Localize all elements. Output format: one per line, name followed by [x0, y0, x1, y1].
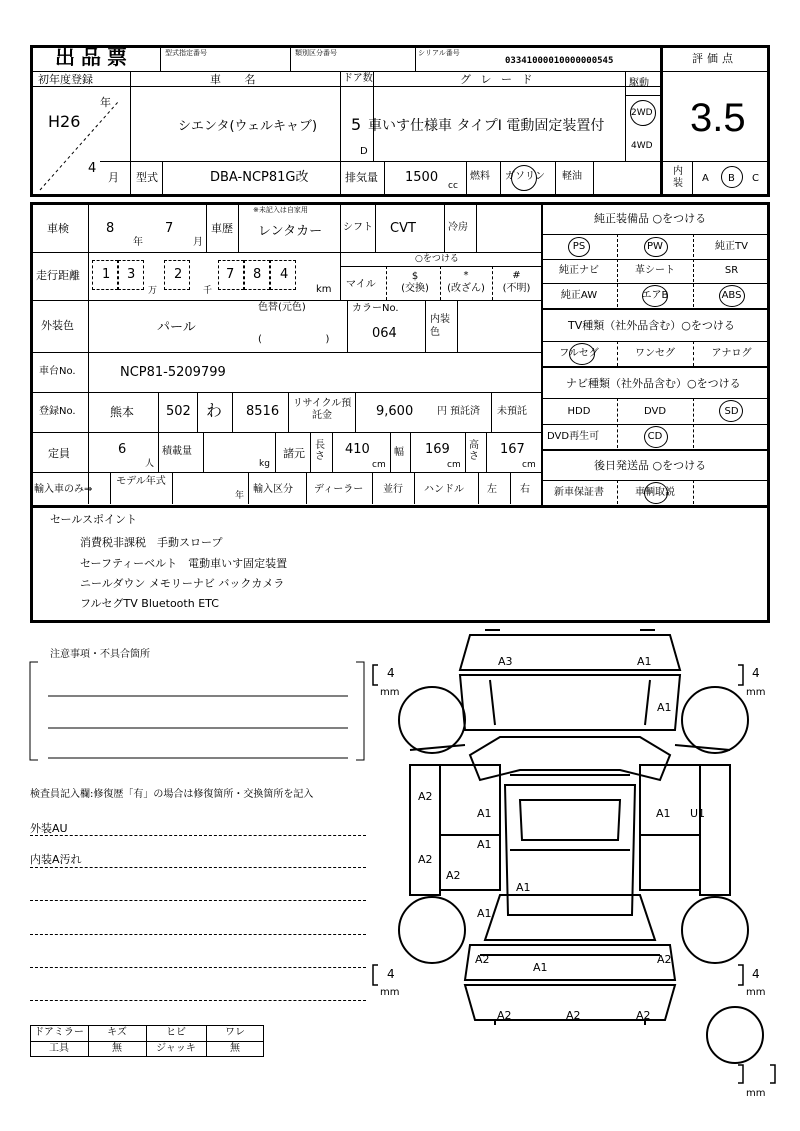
- mark-roof-rear: A1: [516, 881, 531, 894]
- mileage-hash-text: (不明): [502, 283, 531, 294]
- drive-label: 駆動: [629, 78, 649, 89]
- equip-tv: 純正TV: [715, 241, 748, 252]
- door-d: D: [360, 146, 368, 157]
- plate-number: 8516: [246, 404, 280, 419]
- mark-front-door-left: A1: [477, 807, 492, 820]
- car-diagram: [370, 625, 780, 1115]
- mark-rear-door-left-outer: A2: [418, 853, 433, 866]
- mileage-circle-note: ○をつける: [415, 254, 459, 264]
- interior-a: A: [702, 173, 709, 184]
- mark-rear-quarter-left: A2: [475, 953, 490, 966]
- sales-line-4: フルセグTV Bluetooth ETC: [80, 597, 219, 610]
- caution-label: 注意事項・不具合箇所: [50, 649, 150, 660]
- score-value: 3.5: [690, 96, 746, 140]
- tread-rr: 4: [752, 967, 760, 981]
- tread-rr-mm: mm: [746, 987, 766, 998]
- drive-4wd: 4WD: [631, 141, 653, 151]
- handle-left: 左: [487, 484, 497, 495]
- recycle-label: リサイクル預託金: [292, 398, 352, 421]
- shift-value: CVT: [390, 221, 416, 236]
- width-value: 169: [425, 442, 450, 457]
- inspector-line-1: 外装AU: [30, 822, 68, 835]
- navi-title: ナビ種類（社外品含む）○をつける: [566, 377, 741, 390]
- model-year-label: モデル年式: [116, 476, 166, 487]
- mileage-digit-4: 7: [226, 267, 235, 282]
- grade-label: グ レ ー ド: [460, 73, 536, 86]
- equip-airbag: エアB: [641, 290, 669, 301]
- spare-mm: mm: [746, 1088, 766, 1099]
- handle-label: ハンドル: [424, 484, 464, 495]
- tv-oneseg: ワンセグ: [635, 348, 675, 359]
- displacement-value: 1500: [405, 170, 439, 185]
- mark-rear-quarter-right: A2: [657, 953, 672, 966]
- repaint-label: 色替(元色): [258, 302, 306, 313]
- capacity-value: 6: [118, 442, 127, 457]
- mileage-mile: マイル: [346, 279, 376, 290]
- inspection-month-unit: 月: [193, 237, 203, 248]
- plate-class: 502: [166, 404, 191, 419]
- mark-rear-fender-left: A1: [477, 907, 492, 920]
- caution-bracket: [28, 660, 368, 770]
- mileage-dollar: $: [411, 271, 419, 282]
- inspection-year: 8: [106, 221, 115, 236]
- capacity-label: 定員: [48, 447, 70, 460]
- plate-kana: わ: [206, 401, 223, 420]
- interior-b: B: [728, 173, 735, 184]
- mileage-km: km: [316, 284, 332, 295]
- month-value: 4: [88, 161, 97, 176]
- sales-label: セールスポイント: [50, 513, 138, 526]
- interior-label: 内装: [673, 166, 683, 189]
- parallel: 並行: [383, 484, 403, 495]
- year-value: H26: [48, 112, 81, 131]
- ac-label: 冷房: [448, 222, 468, 233]
- sales-line-3: ニールダウン メモリーナビ バックカメラ: [80, 577, 285, 590]
- interior-c: C: [752, 173, 759, 184]
- car-name-value: シエンタ(ウェルキャブ): [178, 119, 318, 134]
- equip-sr: SR: [724, 265, 739, 276]
- mark-trunk: A1: [533, 961, 548, 974]
- inspection-year-unit: 年: [133, 237, 143, 248]
- tv-title: TV種類（社外品含む）○をつける: [568, 319, 735, 332]
- fuel-label: 燃料: [470, 171, 490, 182]
- length-label: 長さ: [315, 440, 325, 462]
- length-cm: cm: [372, 460, 386, 470]
- equip-leather: 革シート: [635, 265, 675, 276]
- mark-rear-bumper-right: A2: [636, 1009, 651, 1022]
- exterior-value: パール: [157, 320, 196, 335]
- repaint-paren: ( ): [258, 334, 330, 345]
- navi-hdd: HDD: [567, 406, 591, 417]
- cond-h3: ヒビ: [166, 1027, 186, 1038]
- inspector-label: 検査員記入欄:修復歴「有」の場合は修復箇所・交換箇所を記入: [30, 789, 314, 800]
- mark-rear-door-left: A1: [477, 838, 492, 851]
- height-value: 167: [500, 442, 525, 457]
- score-label: 評価点: [692, 52, 737, 65]
- recycle-unit: 円: [437, 406, 447, 417]
- later-title: 後日発送品 ○をつける: [594, 459, 707, 472]
- navi-dvd: DVD: [643, 406, 667, 417]
- displacement-unit: cc: [448, 181, 458, 191]
- tread-fr-mm: mm: [746, 687, 766, 698]
- tread-rl-mm: mm: [380, 987, 400, 998]
- document-title: 出品票: [55, 45, 133, 69]
- height-cm: cm: [522, 460, 536, 470]
- width-label: 幅: [394, 447, 404, 458]
- mileage-sen: 千: [203, 286, 213, 296]
- mileage-digit-1: 1: [102, 267, 111, 282]
- grade-value: 車いす仕様車 タイプⅠ 電動固定装置付: [368, 118, 605, 134]
- tread-fl: 4: [387, 666, 395, 680]
- tv-analog: アナログ: [711, 348, 752, 359]
- category-label: 類別区分番号: [295, 49, 337, 57]
- model-label: 型式: [136, 171, 158, 184]
- serial-label: シリアル番号: [418, 49, 460, 57]
- recycle-value: 9,600: [376, 404, 414, 419]
- mark-rear-door-left-low: A2: [446, 869, 461, 882]
- cond-v1: 工具: [49, 1043, 69, 1054]
- chassis-value: NCP81-5209799: [120, 365, 226, 380]
- shift-label: シフト: [343, 222, 373, 233]
- inspector-line-2: 内装A汚れ: [30, 853, 82, 866]
- drive-2wd: 2WD: [631, 108, 653, 118]
- cond-h1: ドアミラー: [34, 1027, 84, 1038]
- tv-fullseg: フルセグ: [559, 348, 599, 359]
- mark-front-door-left-outer: A2: [418, 790, 433, 803]
- mileage-man: 万: [148, 286, 158, 296]
- fuel-diesel: 軽油: [562, 171, 582, 182]
- door-label: ドア数: [343, 73, 373, 84]
- plate-area: 熊本: [110, 405, 135, 419]
- mark-front-door-right: A1: [656, 807, 671, 820]
- capacity-unit: 人: [145, 459, 155, 469]
- exterior-label: 外装色: [41, 319, 74, 332]
- chassis-label: 車台No.: [39, 366, 76, 377]
- mileage-digit-6: 4: [280, 267, 289, 282]
- history-note: ※未記入は自家用: [253, 206, 308, 214]
- height-label: 高さ: [469, 440, 479, 462]
- handle-right: 右: [520, 484, 530, 495]
- displacement-label: 排気量: [345, 171, 378, 184]
- color-no-value: 064: [372, 326, 397, 341]
- mark-front-bumper-right: A1: [637, 655, 652, 668]
- sales-line-1: 消費税非課税 手動スロープ: [80, 536, 223, 549]
- mark-rear-bumper-center: A2: [566, 1009, 581, 1022]
- first-reg-label: 初年度登録: [38, 73, 93, 86]
- fuel-gas: ガソリン: [505, 171, 545, 182]
- serial-value: 03341000010000000545: [505, 56, 614, 66]
- cond-v2: 無: [112, 1043, 122, 1054]
- mileage-digit-3: 2: [174, 267, 183, 282]
- mileage-star-text: (改ざん): [447, 283, 485, 294]
- cond-v4: 無: [230, 1043, 240, 1054]
- history-value: レンタカー: [258, 224, 323, 239]
- equip-navi: 純正ナビ: [559, 265, 599, 276]
- cond-h4: ワレ: [225, 1027, 245, 1038]
- dvd-cd: CD: [647, 431, 663, 442]
- mileage-digit-2: 3: [127, 267, 136, 282]
- equip-ps: PS: [572, 241, 586, 252]
- cond-h2: キズ: [107, 1027, 127, 1038]
- recycle-deposited: 預託済: [450, 406, 480, 417]
- later-warranty: 新車保証書: [554, 487, 604, 498]
- length-value: 410: [345, 442, 370, 457]
- dealer: ディーラー: [314, 484, 364, 495]
- tread-rl: 4: [387, 967, 395, 981]
- model-designation-label: 型式指定番号: [165, 49, 207, 57]
- mileage-hash: #: [512, 270, 521, 281]
- plate-label: 登録No.: [39, 406, 76, 417]
- navi-sd: SD: [724, 406, 739, 417]
- door-value: 5: [351, 115, 362, 134]
- sales-line-2: セーフティーベルト 電動車いす固定装置: [80, 557, 288, 570]
- history-label: 車歴: [211, 222, 233, 235]
- year-unit: 年: [100, 96, 111, 109]
- mark-front-fender-right: A1: [657, 701, 672, 714]
- recycle-not: 未預託: [497, 406, 527, 417]
- dims-label: 諸元: [283, 447, 305, 460]
- load-label: 積載量: [162, 446, 192, 457]
- tread-fr: 4: [752, 666, 760, 680]
- equip-abs: ABS: [721, 290, 742, 301]
- color-no-label: カラーNo.: [352, 303, 399, 314]
- inspection-month: 7: [165, 221, 174, 236]
- car-name-label: 車 名: [210, 73, 266, 86]
- mileage-digit-5: 8: [253, 267, 262, 282]
- model-year-unit: 年: [235, 491, 245, 501]
- mark-rear-bumper-left: A2: [497, 1009, 512, 1022]
- cond-v3: ジャッキ: [156, 1043, 196, 1054]
- equip-pw: PW: [647, 241, 663, 252]
- tread-fl-mm: mm: [380, 687, 400, 698]
- month-unit: 月: [108, 171, 119, 184]
- load-unit: kg: [259, 459, 270, 469]
- interior-color-label: 内装色: [430, 314, 450, 338]
- mileage-label: 走行距離: [36, 269, 80, 282]
- later-manual: 車輌取説: [635, 487, 675, 498]
- dvd-playback: DVD再生可: [547, 431, 600, 442]
- import-type-label: 輸入区分: [253, 484, 293, 495]
- mileage-dollar-text: (交換): [401, 283, 429, 294]
- width-cm: cm: [447, 460, 461, 470]
- mark-front-door-right-u: U1: [690, 807, 706, 820]
- equip-aw: 純正AW: [560, 290, 598, 301]
- mileage-star: *: [463, 270, 469, 281]
- genuine-title: 純正装備品 ○をつける: [594, 212, 707, 225]
- import-label: 輸入車のみ⇒: [34, 484, 93, 495]
- mark-front-bumper-left: A3: [498, 655, 513, 668]
- model-value: DBA-NCP81G改: [210, 170, 309, 185]
- inspection-label: 車検: [47, 222, 69, 235]
